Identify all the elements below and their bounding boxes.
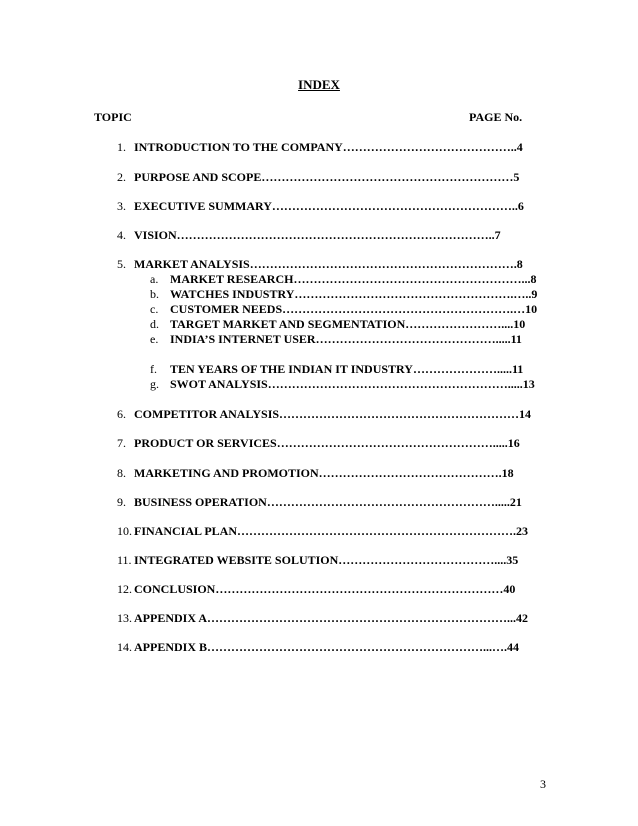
page-number: 3 bbox=[540, 777, 546, 791]
subentry-letter: d. bbox=[150, 317, 159, 331]
subentry-letter: e. bbox=[150, 332, 159, 346]
entry-number: 9. bbox=[117, 495, 126, 509]
entry-text: CONCLUSION………………………………………………………………40 bbox=[134, 582, 516, 596]
toc-subentry bbox=[150, 377, 535, 392]
topic-header: TOPIC bbox=[94, 110, 132, 124]
subentry-text: WATCHES INDUSTRY……………………………………………….…..9 bbox=[170, 287, 538, 301]
subentry-text: TEN YEARS OF THE INDIAN IT INDUSTRY………………….....11 bbox=[170, 362, 524, 376]
entry-number: 8. bbox=[117, 466, 126, 480]
entry-text: EXECUTIVE SUMMARY……………………………………………………..6 bbox=[134, 199, 524, 213]
entry-number: 10. bbox=[117, 524, 132, 538]
toc-entry bbox=[117, 611, 528, 626]
entry-text: BUSINESS OPERATION………………………………………………….....21 bbox=[134, 495, 522, 509]
subentry-text: CUSTOMER NEEDS………………………………………………….…10 bbox=[170, 302, 538, 316]
entry-number: 11. bbox=[117, 553, 132, 567]
entry-number: 12. bbox=[117, 582, 132, 596]
entry-text: MARKET ANALYSIS………………………………………………………….8 bbox=[134, 257, 523, 271]
subentry-text: INDIA’S INTERNET USER……………………………………….....11 bbox=[170, 332, 522, 346]
toc-entry bbox=[117, 199, 524, 214]
subentry-letter: g. bbox=[150, 377, 159, 391]
toc-entry bbox=[117, 466, 514, 481]
entry-text: INTEGRATED WEBSITE SOLUTION…………………………………....35 bbox=[134, 553, 519, 567]
entry-text: MARKETING AND PROMOTION……………………………………….18 bbox=[134, 466, 514, 480]
toc-entry bbox=[117, 407, 531, 422]
toc-entry bbox=[117, 582, 515, 597]
entry-number: 1. bbox=[117, 140, 126, 154]
entry-text: VISION……………………………………………………………………..7 bbox=[134, 228, 501, 242]
subentry-letter: b. bbox=[150, 287, 159, 301]
toc-entry bbox=[117, 640, 519, 655]
entry-text: COMPETITOR ANALYSIS……………………………………………………14 bbox=[134, 407, 532, 421]
subentry-text: TARGET MARKET AND SEGMENTATION……………………....10 bbox=[170, 317, 526, 331]
toc-entry bbox=[117, 140, 523, 155]
entry-number: 14. bbox=[117, 640, 132, 654]
entry-text: INTRODUCTION TO THE COMPANY……………………………………..4 bbox=[134, 140, 523, 154]
toc-entry bbox=[117, 228, 501, 243]
page-no-header: PAGE No. bbox=[469, 110, 523, 124]
entry-text: FINANCIAL PLAN…………………………………………………………….23 bbox=[134, 524, 529, 538]
toc-entry bbox=[117, 436, 520, 451]
subentry-text: SWOT ANALYSIS…………………………………………………….....13 bbox=[170, 377, 535, 391]
toc-entry bbox=[117, 495, 522, 510]
entry-number: 6. bbox=[117, 407, 126, 421]
toc-entry bbox=[117, 553, 518, 568]
entry-number: 4. bbox=[117, 228, 126, 242]
entry-text: PRODUCT OR SERVICES……………………………………………….....16 bbox=[134, 436, 520, 450]
subentry-letter: c. bbox=[150, 302, 159, 316]
toc-entry bbox=[117, 257, 523, 272]
toc-subentry bbox=[150, 272, 536, 287]
entry-number: 13. bbox=[117, 611, 132, 625]
entry-number: 7. bbox=[117, 436, 126, 450]
entry-text: PURPOSE AND SCOPE………………………………………………………5 bbox=[134, 170, 520, 184]
toc-entry bbox=[117, 170, 519, 185]
subentry-letter: a. bbox=[150, 272, 159, 286]
toc-subentry bbox=[150, 362, 523, 377]
index-title: INDEX bbox=[298, 77, 340, 92]
subentry-text: MARKET RESEARCH…………………………………………………...8 bbox=[170, 272, 537, 286]
toc-entry bbox=[117, 524, 528, 539]
toc-subentry bbox=[150, 332, 522, 347]
entry-number: 5. bbox=[117, 257, 126, 271]
toc-subentry bbox=[150, 302, 537, 317]
entry-text: APPENDIX B……………………………………………………………...….44 bbox=[134, 640, 520, 654]
toc-subentry bbox=[150, 287, 537, 302]
toc-subentry bbox=[150, 317, 525, 332]
entry-text: APPENDIX A…………………………………………………………………...42 bbox=[134, 611, 529, 625]
subentry-letter: f. bbox=[150, 362, 157, 376]
entry-number: 2. bbox=[117, 170, 126, 184]
entry-number: 3. bbox=[117, 199, 126, 213]
